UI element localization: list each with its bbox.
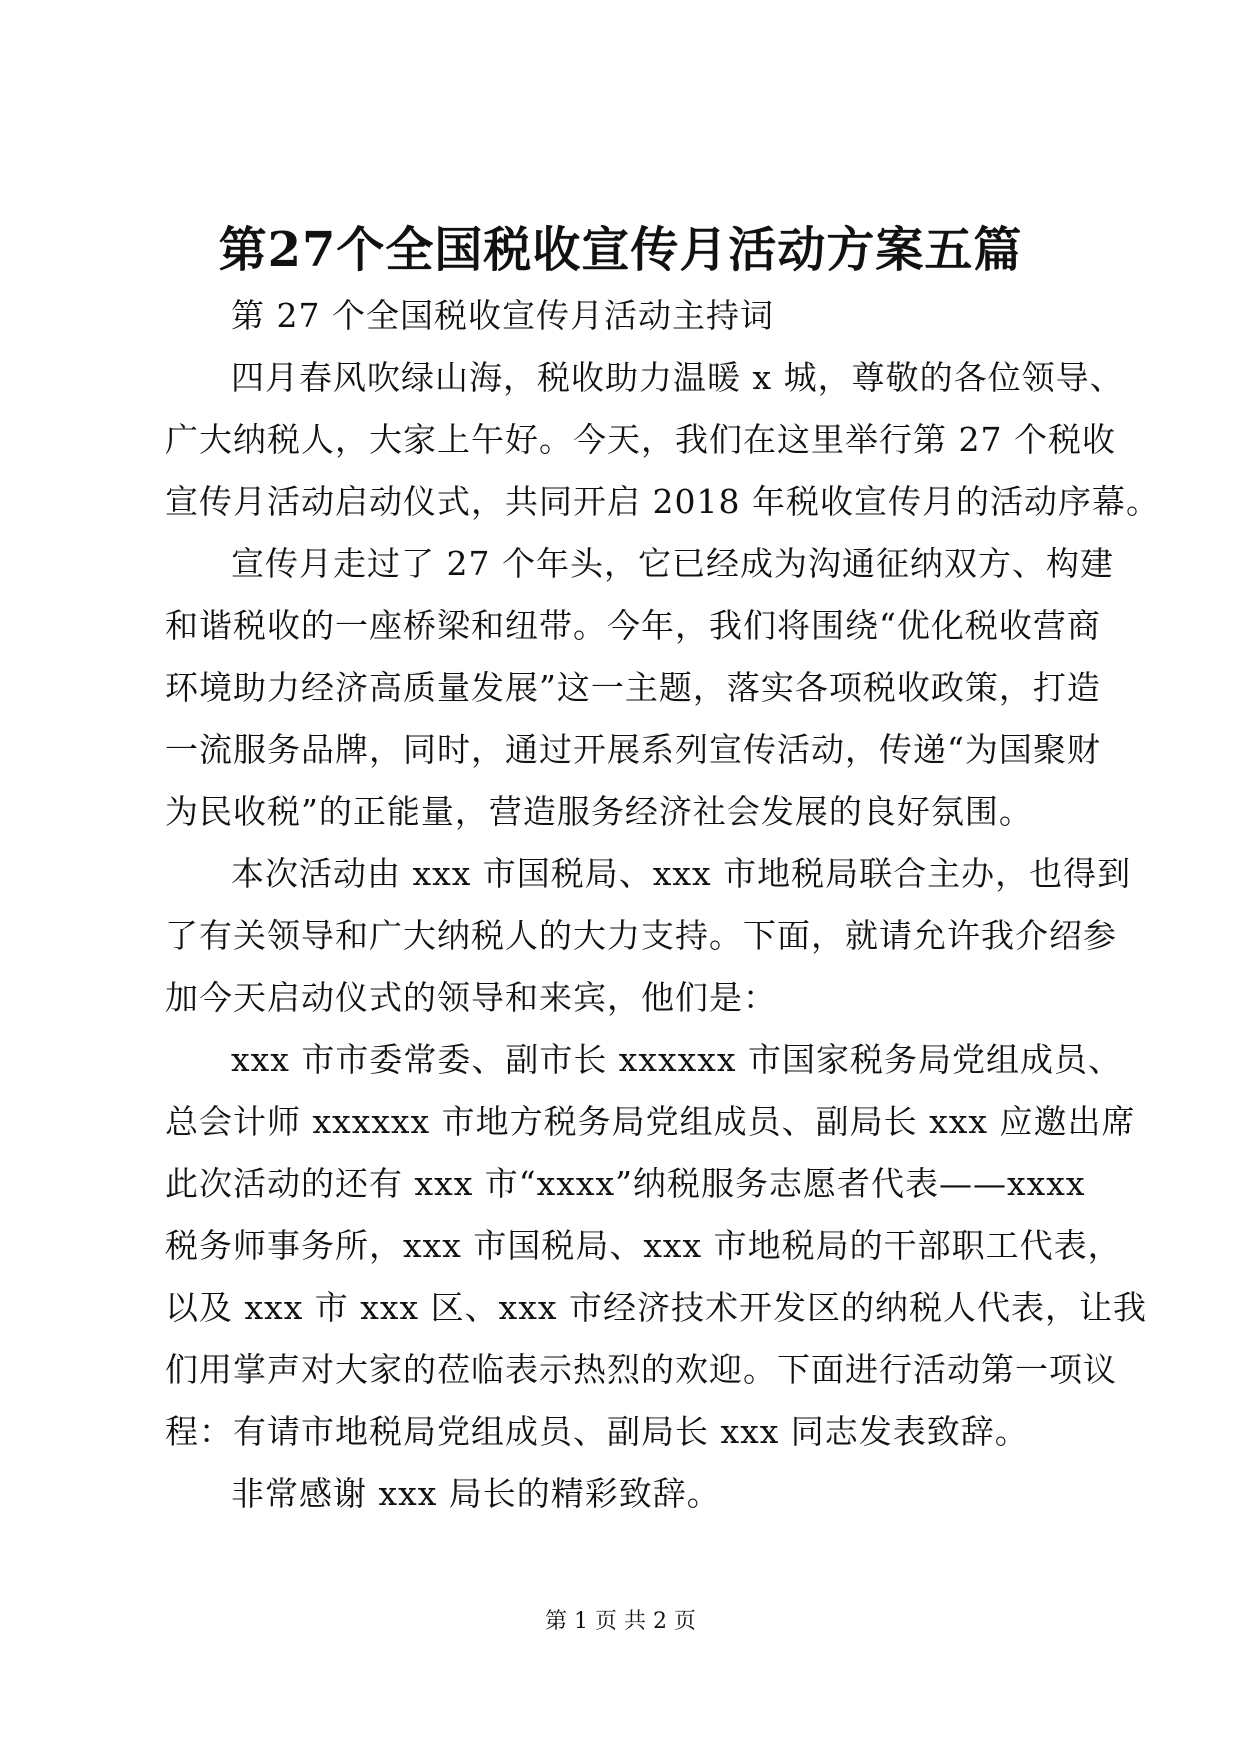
paragraph-line: 本次活动由 xxx 市国税局、xxx 市地税局联合主办，也得到 xyxy=(231,854,1132,893)
paragraph-line: 此次活动的还有 xxx 市“xxxx”纳税服务志愿者代表——xxxx xyxy=(165,1164,1086,1203)
paragraph-line: 非常感谢 xxx 局长的精彩致辞。 xyxy=(231,1474,721,1513)
page-number-footer: 第 1 页 共 2 页 xyxy=(545,1609,696,1634)
paragraph-line: 们用掌声对大家的莅临表示热烈的欢迎。下面进行活动第一项议 xyxy=(165,1350,1117,1389)
paragraph-line: 环境助力经济高质量发展”这一主题，落实各项税收政策，打造 xyxy=(165,668,1101,707)
document-title: 第27个全国税收宣传月活动方案五篇 xyxy=(218,222,1023,278)
paragraph-1 xyxy=(165,347,1160,533)
paragraph-5 xyxy=(165,1463,1080,1525)
paragraph-line: 总会计师 xxxxxx 市地方税务局党组成员、副局长 xxx 应邀出席 xyxy=(165,1102,1136,1141)
paragraph-line: 了有关领导和广大纳税人的大力支持。下面，就请允许我介绍参 xyxy=(165,916,1117,955)
paragraph-4 xyxy=(165,1029,1147,1463)
paragraph-line: 广大纳税人，大家上午好。今天，我们在这里举行第 27 个税收 xyxy=(165,420,1116,459)
document-body xyxy=(165,285,1160,1525)
document-subtitle: 第 27 个全国税收宣传月活动主持词 xyxy=(231,296,774,335)
paragraph-line: 税务师事务所，xxx 市国税局、xxx 市地税局的干部职工代表， xyxy=(165,1226,1122,1265)
paragraph-line: 一流服务品牌，同时，通过开展系列宣传活动，传递“为国聚财 xyxy=(165,730,1101,769)
paragraph-line: 程：有请市地税局党组成员、副局长 xxx 同志发表致辞。 xyxy=(165,1412,1029,1451)
paragraph-line: 四月春风吹绿山海，税收助力温暖 x 城，尊敬的各位领导、 xyxy=(231,358,1124,397)
paragraph-3 xyxy=(165,843,1132,1029)
paragraph-line: 和谐税收的一座桥梁和纽带。今年，我们将围绕“优化税收营商 xyxy=(165,606,1101,645)
paragraph-line: xxx 市市委常委、副市长 xxxxxx 市国家税务局党组成员、 xyxy=(231,1040,1122,1079)
paragraph-line: 宣传月走过了 27 个年头，它已经成为沟通征纳双方、构建 xyxy=(231,544,1114,583)
paragraph-line: 为民收税”的正能量，营造服务经济社会发展的良好氛围。 xyxy=(165,792,1033,831)
paragraph-2 xyxy=(165,533,1114,843)
paragraph-line: 加今天启动仪式的领导和来宾，他们是： xyxy=(165,978,777,1017)
paragraph-line: 以及 xxx 市 xxx 区、xxx 市经济技术开发区的纳税人代表，让我 xyxy=(165,1288,1147,1327)
paragraph-line: 宣传月活动启动仪式，共同开启 2018 年税收宣传月的活动序幕。 xyxy=(165,482,1160,521)
